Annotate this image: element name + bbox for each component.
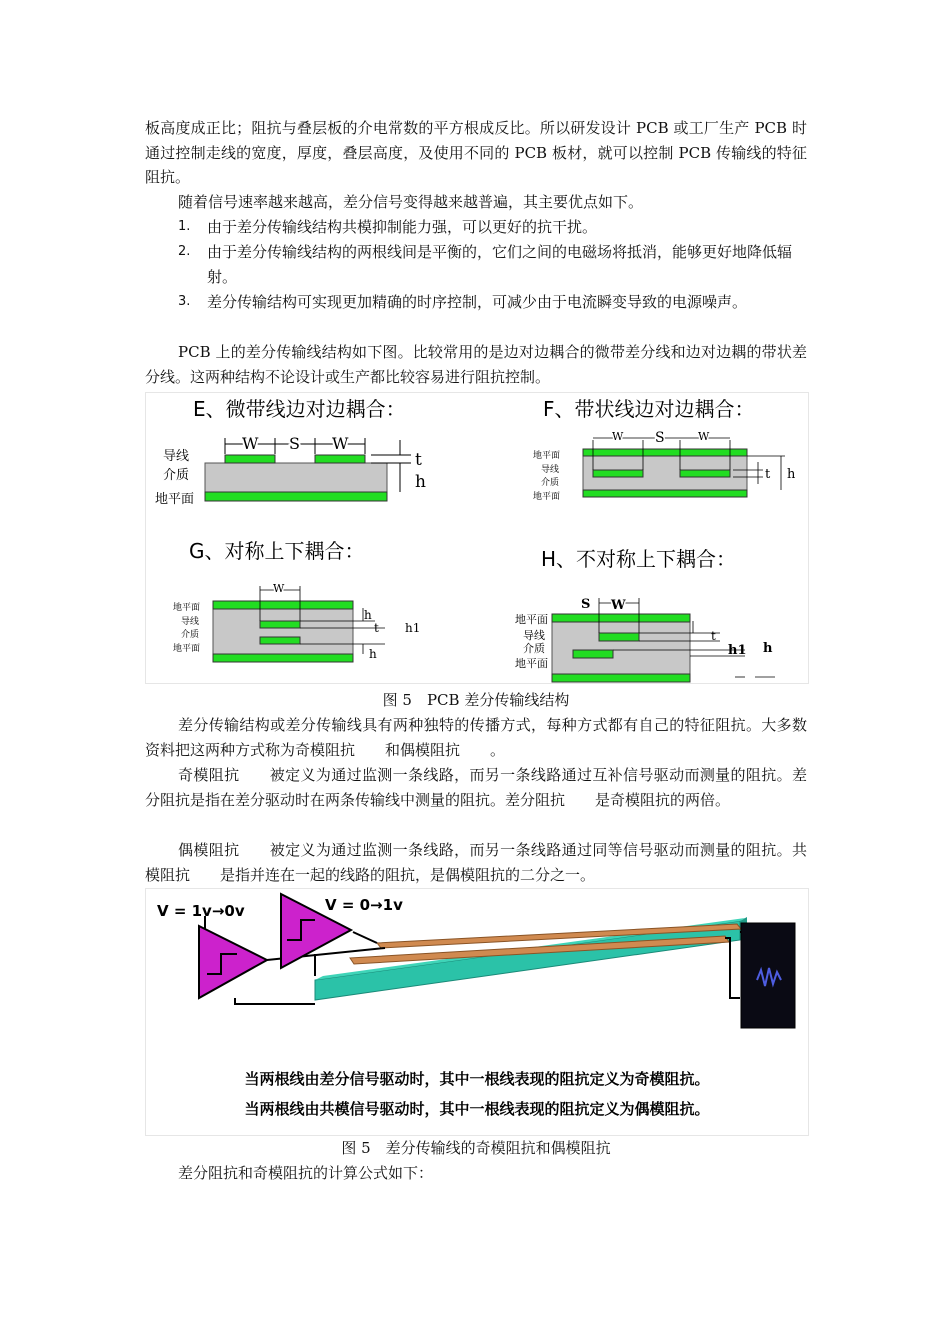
list-text: 由于差分传输线结构共模抑制能力强，可以更好的抗干扰。 — [207, 218, 598, 236]
list-text: 由于差分传输线结构的两根线间是平衡的，它们之间的电磁场将抵消，能够更好地降低辐射。 — [207, 243, 793, 286]
list-item — [145, 215, 807, 240]
panel-g-title: G、对称上下耦合： — [189, 539, 365, 563]
label-conductor: 导线 — [163, 449, 190, 464]
label-ground: 地平面 — [533, 492, 561, 502]
dim-w: W — [242, 434, 259, 453]
text-fragment: 是奇模阻抗的两倍。 — [595, 790, 731, 809]
dim-t: t — [711, 629, 716, 643]
paragraph-odd-mode — [145, 763, 807, 812]
dim-t: t — [415, 450, 422, 470]
label-conductor: 导线 — [541, 465, 560, 475]
dim-w: W — [332, 434, 349, 453]
paragraph-advantages-intro: 随着信号速率越来越高，差分信号变得越来越普遍，其主要优点如下。 — [178, 193, 644, 211]
label-dielectric: 介质 — [163, 468, 190, 483]
panel-f-title: F、带状线边对边耦合： — [543, 397, 755, 421]
dim-t: t — [374, 621, 379, 635]
dim-w: W — [611, 598, 626, 613]
dim-h: h — [369, 647, 377, 661]
paragraph-impedance-intro: 板高度成正比；阻抗与叠层板的介电常数的平方根成反比。所以研发设计 PCB 或工厂生产 PCB 时通过控制走线的宽度，厚度，叠层高度，及使用不同的 PCB 板材，就可以控制 PCB 传输线的特征阻抗。 — [145, 119, 807, 186]
list-number: 3. — [178, 294, 191, 309]
text-fragment: 差分传输结构或差分传输线具有两种独特的传播方式，每种方式都有自己的特征阻抗。大多数资料把这两种方式称为奇模阻抗 — [145, 716, 807, 759]
list-number: 2. — [178, 244, 191, 259]
text-fragment: 被定义为通过监测一条线路，而另一条线路通过同等信号驱动而测量的阻抗。共模阻抗 — [145, 841, 807, 884]
dim-s: S — [581, 597, 591, 612]
label-ground: 地平面 — [515, 657, 548, 670]
text-fragment: 。 — [490, 740, 506, 759]
label-dielectric: 介质 — [541, 478, 560, 488]
label-dielectric: 介质 — [181, 630, 200, 640]
dim-h1: h1 — [405, 621, 421, 635]
trace — [315, 455, 365, 463]
label-ground: 地平面 — [173, 644, 201, 654]
paragraph-formula-intro: 差分阻抗和奇模阻抗的计算公式如下： — [178, 1164, 434, 1182]
label-conductor: 导线 — [523, 629, 545, 642]
text-fragment: 和偶模阻抗 — [385, 740, 461, 759]
even-mode-definition: 当两根线由共模信号驱动时，其中一根线表现的阻抗定义为偶模阻抗。 — [244, 1100, 710, 1118]
figure-pcb-structures — [145, 392, 809, 684]
label-v2: V = 0→1v — [325, 896, 403, 914]
text-fragment: 偶模阻抗 — [178, 841, 240, 859]
ground-plane — [205, 492, 387, 501]
label-ground: 地平面 — [515, 613, 548, 626]
odd-mode-definition: 当两根线由差分信号驱动时，其中一根线表现的阻抗定义为奇模阻抗。 — [244, 1070, 710, 1088]
label-ground: 地平面 — [533, 451, 561, 461]
paragraph-even-mode — [145, 838, 807, 887]
list-number: 1. — [178, 219, 191, 234]
dim-h: h — [415, 472, 426, 492]
dim-s: S — [289, 434, 300, 453]
list-item — [145, 240, 807, 289]
paragraph-pcb-structures: PCB 上的差分传输线结构如下图。比较常用的是边对边耦合的微带差分线和边对边耦的带状差分线。这两种结构不论设计或生产都比较容易进行阻抗控制。 — [145, 343, 807, 386]
dim-h1: h1 — [728, 643, 747, 658]
panel-e-title: E、微带线边对边耦合： — [193, 397, 406, 421]
label-v1: V = 1v→0v — [157, 902, 245, 920]
figure-caption: 图 5 差分传输线的奇模阻抗和偶模阻抗 — [341, 1139, 611, 1157]
dim-w: W — [612, 430, 624, 443]
dim-h: h — [787, 467, 796, 482]
paragraph-propagation-modes — [145, 713, 807, 762]
dim-h: h — [364, 608, 372, 622]
dielectric-layer — [205, 463, 387, 492]
text-fragment: 是指并连在一起的线路的阻抗，是偶模阻抗的二分之一。 — [220, 865, 596, 884]
dim-t: t — [765, 467, 771, 482]
text-fragment: 奇模阻抗 — [178, 766, 240, 784]
label-ground: 地平面 — [173, 603, 201, 613]
dim-s: S — [655, 430, 665, 446]
figure-odd-even-mode — [145, 888, 809, 1136]
trace — [225, 455, 275, 463]
dim-w: W — [273, 582, 285, 595]
list-text: 差分传输结构可实现更加精确的时序控制，可减少由于电流瞬变导致的电源噪声。 — [207, 293, 748, 311]
list-item — [145, 290, 807, 315]
dim-h: h — [763, 641, 773, 656]
label-ground: 地平面 — [155, 492, 195, 507]
label-conductor: 导线 — [181, 617, 200, 627]
dim-w: W — [698, 430, 710, 443]
panel-h-title: H、不对称上下耦合： — [541, 547, 737, 571]
text-fragment: 被定义为通过监测一条线路，而另一条线路通过互补信号驱动而测量的阻抗。差分阻抗是指在差分驱动时在两条传输线中测量的阻抗。差分阻抗 — [145, 766, 807, 809]
figure-caption: 图 5 PCB 差分传输线结构 — [382, 691, 570, 709]
label-dielectric: 介质 — [523, 642, 545, 655]
